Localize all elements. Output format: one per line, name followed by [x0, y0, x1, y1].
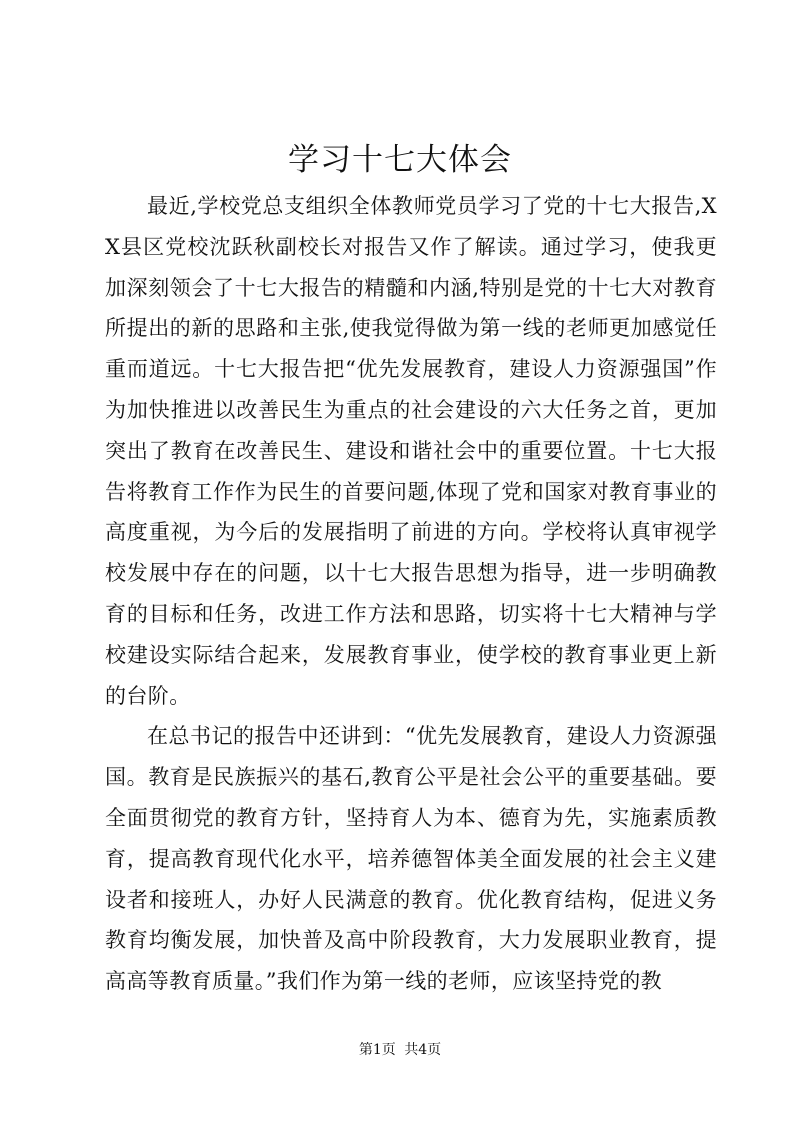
page-number: 第1页 — [358, 1042, 396, 1058]
page-footer — [0, 1040, 800, 1060]
document-body — [105, 186, 717, 1002]
paragraph-1: 最近,学校党总支组织全体教师党员学习了党的十七大报告,XX县区党校沈跃秋副校长对报告又作了解读。通过学习，使我更加深刻领会了十七大报告的精髓和内涵,特别是党的十七大对教育所提出的新的思路和主张,使我觉得做为第一线的老师更加感觉任重而道远。十七大报告把“优先发展教育，建设人力资源强国”作为加快推进以改善民生为重点的社会建设的六大任务之首，更加突出了教育在改善民生、建设和谐社会中的重要位置。十七大报告将教育工作作为民生的首要问题,体现了党和国家对教育事业的高度重视，为今后的发展指明了前进的方向。学校将认真审视学校发展中存在的问题，以十七大报告思想为指导，进一步明确教育的目标和任务，改进工作方法和思路，切实将十七大精神与学校建设实际结合起来，发展教育事业，使学校的教育事业更上新的台阶。 — [105, 194, 717, 708]
page-total: 共4页 — [404, 1042, 442, 1058]
paragraph-2: 在总书记的报告中还讲到：“优先发展教育，建设人力资源强国。教育是民族振兴的基石,教育公平是社会公平的重要基础。要全面贯彻党的教育方针，坚持育人为本、德育为先，实施素质教育，提高教育现代化水平，培养德智体美全面发展的社会主义建设者和接班人，办好人民满意的教育。优化教育结构，促进义务教育均衡发展，加快普及高中阶段教育，大力发展职业教育，提高高等教育质量。”我们作为第一线的老师，应该坚持党的教 — [105, 724, 717, 994]
page-title: 学习十七大体会 — [288, 142, 512, 178]
